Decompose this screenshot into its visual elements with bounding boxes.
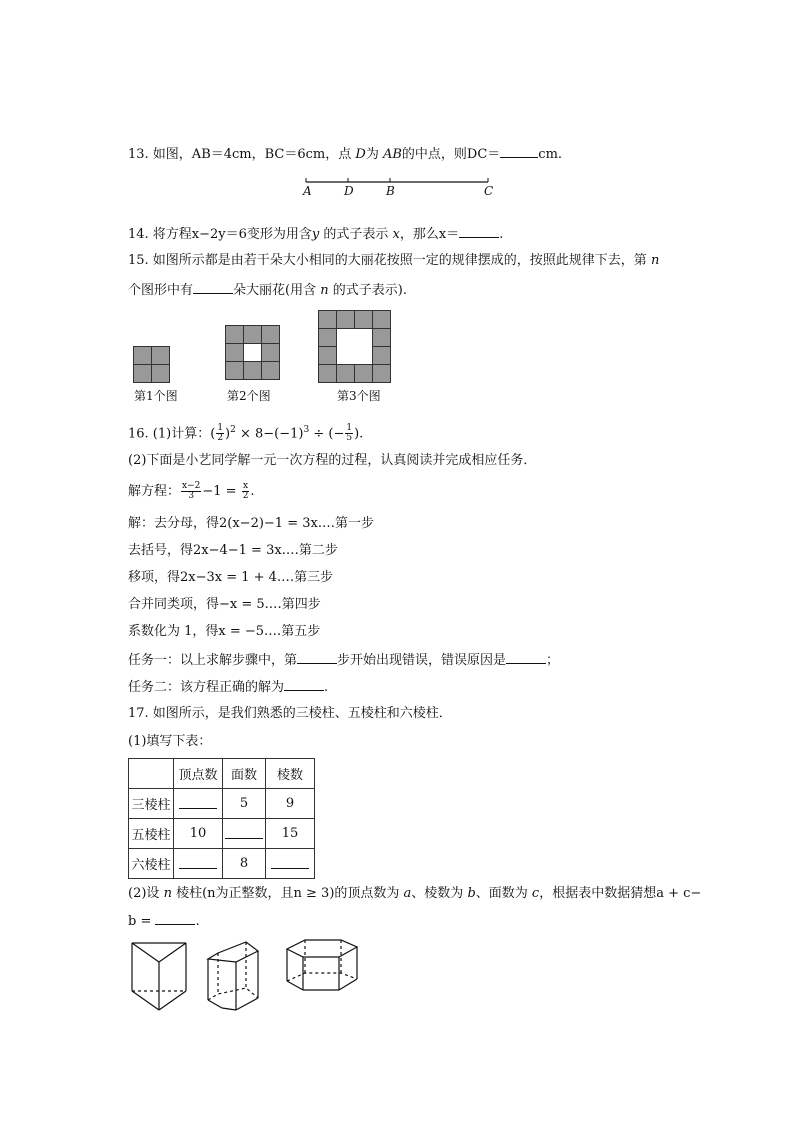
q13-segment-figure xyxy=(295,172,505,202)
q17-answer-blank[interactable] xyxy=(155,911,195,925)
hexagonal-prism-figure xyxy=(283,935,361,995)
var-b: b xyxy=(467,886,476,901)
table-cell-blank[interactable] xyxy=(174,849,223,879)
var-ab: AB xyxy=(382,147,402,162)
var-n: n xyxy=(320,283,329,298)
q17-part2-text-mid: 棱柱(n为正整数，且n ≥ 3)的顶点数为 xyxy=(171,886,404,901)
table-header-cell: 顶点数 xyxy=(174,759,223,789)
table-cell: 六棱柱 xyxy=(129,849,174,879)
equation-rhs-fraction: $\frac{x}{2}$ xyxy=(242,481,249,501)
q17-intro: 17. 如图所示，是我们熟悉的三棱柱、五棱柱和六棱柱． xyxy=(128,706,452,721)
table-cell-blank[interactable] xyxy=(223,819,266,849)
figure-caption-2: 第2个图 xyxy=(227,389,271,403)
table-cell-blank[interactable] xyxy=(266,849,315,879)
q15-text-mid: 朵大丽花(用含 xyxy=(233,283,321,298)
q13-text-post: 的中点，则DC＝ xyxy=(401,147,501,162)
solution-step-3: 移项，得2x−3x = 1 + 4.…第三步 xyxy=(128,570,334,585)
task1-reason-blank[interactable] xyxy=(506,650,546,664)
table-row xyxy=(129,789,315,819)
q17-part1: (1)填写下表： xyxy=(128,734,212,749)
task2-answer-blank[interactable] xyxy=(284,677,324,691)
figure-caption-3: 第3个图 xyxy=(337,389,381,403)
q14-line xyxy=(128,224,503,245)
q15-line1 xyxy=(128,251,659,271)
q17-part2-line2 xyxy=(128,911,200,932)
pattern-figure-3 xyxy=(318,310,392,384)
q16-part2-intro: (2)下面是小艺同学解一元一次方程的过程，认真阅读并完成相应任务． xyxy=(128,453,537,468)
task1-end: ； xyxy=(546,653,560,668)
var-x: x xyxy=(392,227,400,242)
q16-part1-line: 16. (1)计算：( $\frac{1}{2}$ )$^2 \times 8-(-1)^3$ ÷ (− $\frac{1}{5}$ ). xyxy=(128,423,364,444)
point-label-a: A xyxy=(303,184,312,198)
var-c: c xyxy=(531,886,540,901)
q17-part2-text-m3: 、面数为 xyxy=(475,886,532,901)
q13-line xyxy=(128,144,562,165)
point-label-b: B xyxy=(386,184,395,198)
q14-text-post: ，那么x＝ xyxy=(399,227,460,242)
table-header-cell xyxy=(129,759,174,789)
table-cell: 五棱柱 xyxy=(129,819,174,849)
task2-text: 任务二：该方程正确的解为 xyxy=(128,680,285,695)
table-row xyxy=(129,819,315,849)
table-cell: 15 xyxy=(266,819,315,849)
q15-text-post: 的式子表示). xyxy=(328,283,407,298)
table-header-row xyxy=(129,759,315,789)
q17-part2-text-m4: ，根据表中数据猜想a + c− xyxy=(539,886,702,901)
q16-equation-line xyxy=(128,480,255,504)
q13-answer-blank[interactable] xyxy=(500,144,538,158)
q13-unit: cm. xyxy=(538,147,563,162)
q14-text-mid: 的式子表示 xyxy=(319,227,393,242)
q16-part1-mid: × 8−(−1) xyxy=(235,426,304,442)
q17-part2-line1 xyxy=(128,884,701,904)
var-n: n xyxy=(163,886,172,901)
table-header-cell: 面数 xyxy=(223,759,266,789)
pentagonal-prism-figure xyxy=(205,940,267,1014)
solution-step-5: 系数化为 1，得x = −5.…第五步 xyxy=(128,624,321,639)
task1-step-blank[interactable] xyxy=(297,650,337,664)
figure-caption-1: 第1个图 xyxy=(134,389,178,403)
task1-text: 任务一：以上求解步骤中，第 xyxy=(128,653,298,668)
fraction-one-half: $\frac{1}{2}$ xyxy=(217,423,224,444)
q14-end: . xyxy=(499,227,504,242)
q16-task2-line xyxy=(128,677,328,698)
table-cell: 9 xyxy=(266,789,315,819)
var-d: D xyxy=(355,147,366,162)
prism-table xyxy=(128,758,315,879)
point-label-c: C xyxy=(484,184,494,198)
equation-end: . xyxy=(250,484,255,499)
task1-text-mid: 步开始出现错误，错误原因是 xyxy=(337,653,507,668)
table-row xyxy=(129,849,315,879)
table-header-cell: 棱数 xyxy=(266,759,315,789)
q15-text: 15. 如图所示都是由若干朵大小相同的大丽花按照一定的规律摆成的，按照此规律下去，第 xyxy=(128,253,651,268)
q15-line2 xyxy=(128,280,407,301)
q16-task1-line xyxy=(128,650,559,671)
q17-part2-line2-text: b = xyxy=(128,914,156,929)
equation-lhs-fraction: $\frac{x-2}{3}$ xyxy=(182,481,201,501)
q16-part1-end: ). xyxy=(354,426,364,442)
equation-label: 解方程： xyxy=(128,484,181,499)
fraction-one-fifth: $\frac{1}{5}$ xyxy=(346,423,353,444)
exponent: 3 xyxy=(303,425,310,435)
table-cell: 5 xyxy=(223,789,266,819)
solution-step-4: 合并同类项，得−x = 5.…第四步 xyxy=(128,597,321,612)
solution-step-2: 去括号，得2x−4−1 = 3x.…第二步 xyxy=(128,543,338,558)
q14-text: 14. 将方程x−2y＝6变形为用含 xyxy=(128,227,312,242)
table-cell: 三棱柱 xyxy=(129,789,174,819)
q16-part1-label: 16. (1)计算： xyxy=(128,426,211,442)
equation-mid: −1 = xyxy=(202,484,241,499)
q15-answer-blank[interactable] xyxy=(193,280,233,294)
q17-part2-end: . xyxy=(195,914,200,929)
triangular-prism-figure xyxy=(128,940,192,1014)
pattern-figure-2 xyxy=(225,325,281,381)
table-cell: 8 xyxy=(223,849,266,879)
q14-answer-blank[interactable] xyxy=(459,224,499,238)
var-a: a xyxy=(403,886,412,901)
q16-part1-div: ÷ (− xyxy=(309,426,345,442)
exponent: 2 xyxy=(230,425,236,435)
q17-part2-text-m2: 、棱数为 xyxy=(411,886,468,901)
q13-text-mid: 为 xyxy=(365,147,383,162)
q15-text-pre: 个图形中有 xyxy=(128,283,194,298)
var-y: y xyxy=(311,227,320,242)
q13-text: 13. 如图，AB＝4cm，BC＝6cm，点 xyxy=(128,147,356,162)
point-label-d: D xyxy=(344,184,354,198)
solution-step-1: 解：去分母，得2(x−2)−1 = 3x.…第一步 xyxy=(128,516,374,531)
pattern-figure-1 xyxy=(133,346,171,384)
var-n: n xyxy=(650,253,660,268)
q17-part2-text: (2)设 xyxy=(128,886,164,901)
task2-end: . xyxy=(324,680,329,695)
table-cell-blank[interactable] xyxy=(174,789,223,819)
table-cell: 10 xyxy=(174,819,223,849)
